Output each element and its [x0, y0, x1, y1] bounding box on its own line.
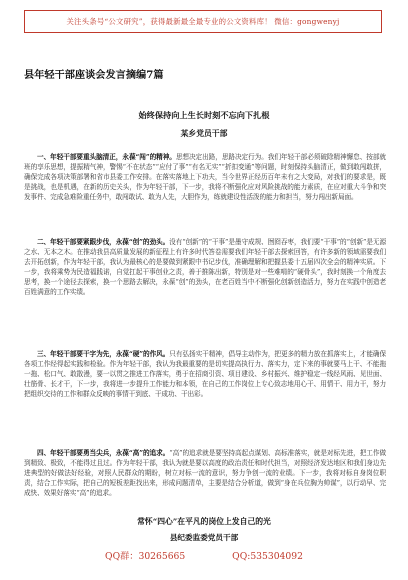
paragraph-body: 只有弘扬实干精神，倡导主动作为，把更多的精力放在抓落实上，才能确保各项工作经得起实践和检验。作为年轻干部，我认为我最重要的是切实提高执行力、落实力，定下来的事就要马上干、不能拖一拖、松口气、敢散漫，要一以贯之推进工作落实，勇于在招商引资、项目建设、乡村振兴、维护稳定一线经风雨、见世面、壮筋骨、长才干，下一步，我将进一步提升工作能力和本领，在自己的工作岗位上专心致志地用心干、用情干、用力干，努力把组织交待的工作和群众反映的事情干到底、干成功、干出彩。	[24, 350, 387, 399]
article-paragraph	[24, 448, 386, 498]
article-paragraph	[24, 237, 386, 297]
next-article-title: 常怀“四心”在平凡的岗位上发自己的光	[137, 517, 271, 526]
paragraph-heading: 一、年轻干部要重头脑清正，永葆“闯”的精神。	[37, 153, 176, 161]
article-title: 始终保持向上生长时刻不忘向下扎根	[138, 110, 270, 120]
paragraph-body: 思想决定出路，思路决定行为。我们年轻干部必须破除精神懈怠、按部就班的享乐思想，提振精气神，警惕“不在状态”“应付了事”“有名无实”“折扣变通”等问题，时刻保持头脑清正，做到敢闯敢拼，确保完成各项决策部署和省市县委工作安排。在落实落地上下功夫，当今世界正经历百年未有之大变局，对我们的要求是，既是挑战，也是机遇，在新的历史关头，作为年轻干部，下一步，我将不断强化应对风险挑战的能力素质，在应对重大斗争和突发事件、完成急难险重任务中，敢闯敢试、敢为人先，大胆作为，练就建设性活泼的能力和担当，努力闯出新局面。	[24, 153, 386, 202]
footer-contact	[0, 548, 408, 562]
footer-qq: QQ:535304092	[232, 551, 303, 562]
promo-banner-text: 关注头条号“公文研究”，获得最新最全最专业的公文资料库！ 微信：gongwenyj	[66, 17, 340, 26]
article-paragraph	[24, 349, 386, 399]
paragraph-body: “高”的追求就是要坚持高起点谋划、高标准落实，就是对标先进，把工作做到精致、极致，不能得过且过。作为年轻干部，我认为就是要以高度的政治责任和时代担当，对照经济发达地区和我们身边先进典型的好做法好经验，对照人民群众的期盼，树立对标一流的意识，努力争创一流的业绩。下一步，我将对标自身岗位职责，结合工作实际，把自己的短板差距找出来，形成问题清单，主要是结合分析道，做到“身在兵位胸为帅谋”，以行动早、完成快、效果好落实“高”的追求。	[24, 449, 386, 498]
paragraph-heading: 二、年轻干部要紧跟步伐，永葆“创”的劲头。	[37, 238, 170, 246]
footer-qq-group: QQ群：30265665	[105, 551, 186, 562]
paragraph-body: 没有“创新”的“干事”是墨守成规、囫囵吞枣，我们要“干事”的“创新”是无源之水、无本之木。在推动我县高质量发展的新征程上有许多时代答卷需要我们年轻干部去探索回答，有许多新的领域需要我们去开拓创新，作为年轻干部，我认为最核心的是要做到紧跟中书记步伐，准确理解和把握县委十五届四次全会的精神实质。下一步，我将乘势为民造福践诺，自觉扛起干事创业之责，善于推陈出新，特别是对一些难啃的“硬骨头”，我时刻换一个角度去思考，换一个途径去探索，换一个思路去解决，永葆“创”的劲头，在老百姓当中不断强化创新创造活力，努力在实践中创造老百姓满意的工作实绩。	[24, 238, 386, 297]
promo-banner	[24, 10, 382, 33]
article-author: 某乡党员干部	[180, 129, 228, 138]
paragraph-heading: 三、年轻干部要干字为先，永葆“硬”的作风。	[37, 350, 170, 358]
document-title: 县年轻干部座谈会发言摘编7篇	[24, 69, 164, 81]
paragraph-heading: 四、年轻干部要勇当尖兵，永葆“高”的追求。	[37, 449, 170, 457]
next-article-author: 县纪委监委党员干部	[169, 533, 239, 542]
article-paragraph	[24, 152, 386, 202]
